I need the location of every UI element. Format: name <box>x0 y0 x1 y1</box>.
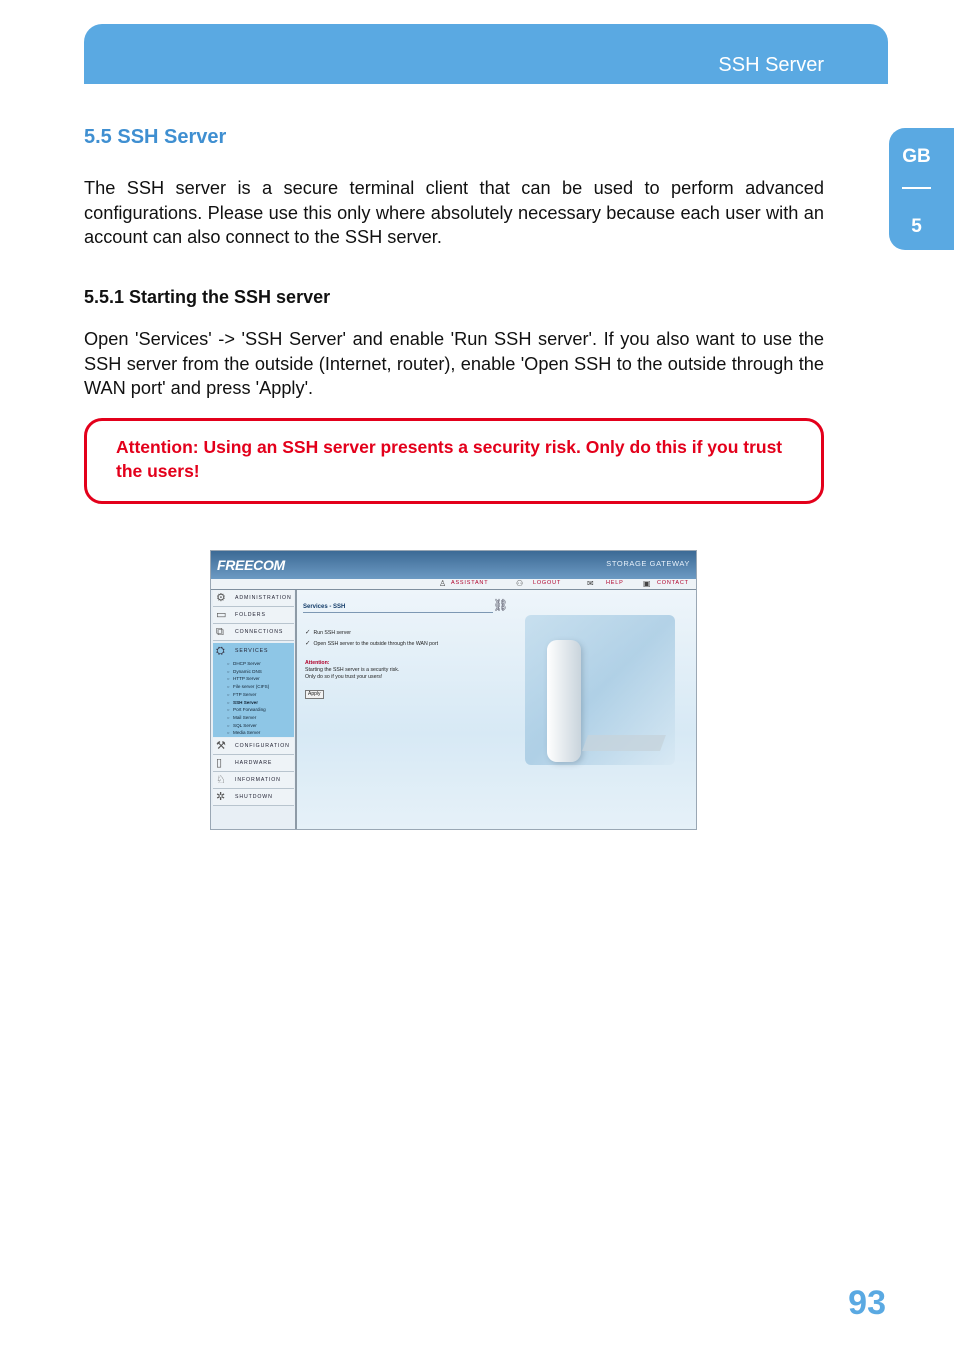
shutdown-icon: ✲ <box>216 791 226 803</box>
top-navigation <box>211 579 696 590</box>
connections-icon: ⧉ <box>216 626 224 638</box>
nav-assistant[interactable]: ASSISTANT <box>451 580 489 586</box>
option-label: Run SSH server <box>313 630 351 636</box>
nav-logout[interactable]: LOGOUT <box>533 580 562 586</box>
nav-label: SHUTDOWN <box>235 794 273 800</box>
run-ssh-option[interactable] <box>305 628 351 636</box>
nav-shutdown[interactable] <box>213 789 294 806</box>
language-label: GB <box>902 146 931 167</box>
submenu-item-active[interactable]: ○ SSH Server <box>227 699 259 705</box>
nav-label: SERVICES <box>235 648 269 654</box>
nav-label: INFORMATION <box>235 777 281 783</box>
submenu-item[interactable]: ○ SQL Server <box>227 722 257 728</box>
chapter-number: 5 <box>911 216 922 237</box>
page-number: 93 <box>848 1284 886 1322</box>
logout-icon: ⚇ <box>516 579 524 588</box>
services-submenu <box>227 660 269 737</box>
attention-text: Attention: Using an SSH server presents a security risk. Only do this if you trust the users! <box>116 437 783 481</box>
ui-screenshot <box>210 550 697 830</box>
administration-icon: ⚙ <box>216 592 226 604</box>
nav-information[interactable] <box>213 772 294 789</box>
network-icon: ⛓ <box>493 598 509 612</box>
screenshot-sidebar <box>211 590 297 829</box>
submenu-item[interactable]: ○ FTP Server <box>227 691 257 697</box>
assistant-icon: ♙ <box>439 579 447 588</box>
panel-title: Services - SSH <box>303 604 346 610</box>
subsection-title: 5.5.1 Starting the SSH server <box>84 287 331 307</box>
nav-contact[interactable]: CONTACT <box>657 580 689 586</box>
nav-label: FOLDERS <box>235 612 266 618</box>
tab-divider <box>902 187 931 189</box>
submenu-item[interactable]: ○ Port Forwarding <box>227 707 266 713</box>
instructions-paragraph: Open 'Services' -> 'SSH Server' and enable 'Run SSH server'. If you also want to use the SSH server from the outside (Internet, router), enable 'Open SSH to the outside through the WAN port' and press 'Apply'. <box>84 329 824 398</box>
nav-help[interactable]: HELP <box>606 580 624 586</box>
submenu-item[interactable]: ○ Mail Server <box>227 714 257 720</box>
nav-connections[interactable] <box>213 624 294 641</box>
nav-folders[interactable] <box>213 607 294 624</box>
attention-line: Only do so if you trust your users! <box>305 674 383 680</box>
open-ssh-wan-option[interactable] <box>305 639 438 647</box>
configuration-icon: ⚒ <box>216 740 226 752</box>
header-title: SSH Server <box>718 54 824 76</box>
nav-configuration[interactable] <box>213 738 294 755</box>
option-label: Open SSH server to the outside through the WAN port <box>313 641 439 647</box>
submenu-item[interactable]: ○ HTTP Server <box>227 676 260 682</box>
product-name: STORAGE GATEWAY <box>606 559 690 568</box>
nav-label: ADMINISTRATION <box>235 595 292 601</box>
apply-button[interactable]: Apply <box>305 690 324 699</box>
freecom-logo: FREECOM <box>217 557 285 573</box>
panel-divider <box>303 612 493 613</box>
submenu-item[interactable]: ○ Media Server <box>227 730 261 736</box>
information-icon: ♘ <box>216 774 226 786</box>
attention-heading: Attention: <box>305 660 330 666</box>
submenu-item[interactable]: ○ Dynamic DNS <box>227 668 262 674</box>
attention-line: Starting the SSH server is a security risk. <box>305 667 400 673</box>
nav-administration[interactable] <box>213 590 294 607</box>
hardware-icon: ▯ <box>216 757 223 769</box>
folder-icon: ▭ <box>216 609 227 621</box>
nav-label: CONFIGURATION <box>235 743 290 749</box>
submenu-item[interactable]: ○ DHCP Server <box>227 661 261 666</box>
device-image <box>547 640 581 762</box>
nav-hardware[interactable] <box>213 755 294 772</box>
nav-services[interactable] <box>213 643 294 737</box>
screenshot-banner <box>211 551 696 579</box>
section-title: 5.5 SSH Server <box>84 126 227 148</box>
checkbox-checked-icon[interactable]: ✓ <box>305 640 311 647</box>
keyboard-image <box>582 735 666 751</box>
contact-icon: ▣ <box>643 579 652 588</box>
header-bar <box>84 24 888 84</box>
screenshot-content <box>297 590 696 829</box>
chapter-tab <box>889 128 954 250</box>
checkbox-checked-icon[interactable]: ✓ <box>305 629 311 636</box>
nav-label: HARDWARE <box>235 760 273 766</box>
attention-box <box>84 418 824 504</box>
help-icon: ✉ <box>587 579 595 588</box>
services-icon: ⛭ <box>216 645 225 657</box>
submenu-item[interactable]: ○ File server (CIFS) <box>227 684 270 690</box>
nav-label: CONNECTIONS <box>235 629 284 635</box>
intro-paragraph: The SSH server is a secure terminal client that can be used to perform advanced configurations. Please use this only where absolutely necessary because each user with an account can also connect to the SSH server. <box>84 178 824 247</box>
